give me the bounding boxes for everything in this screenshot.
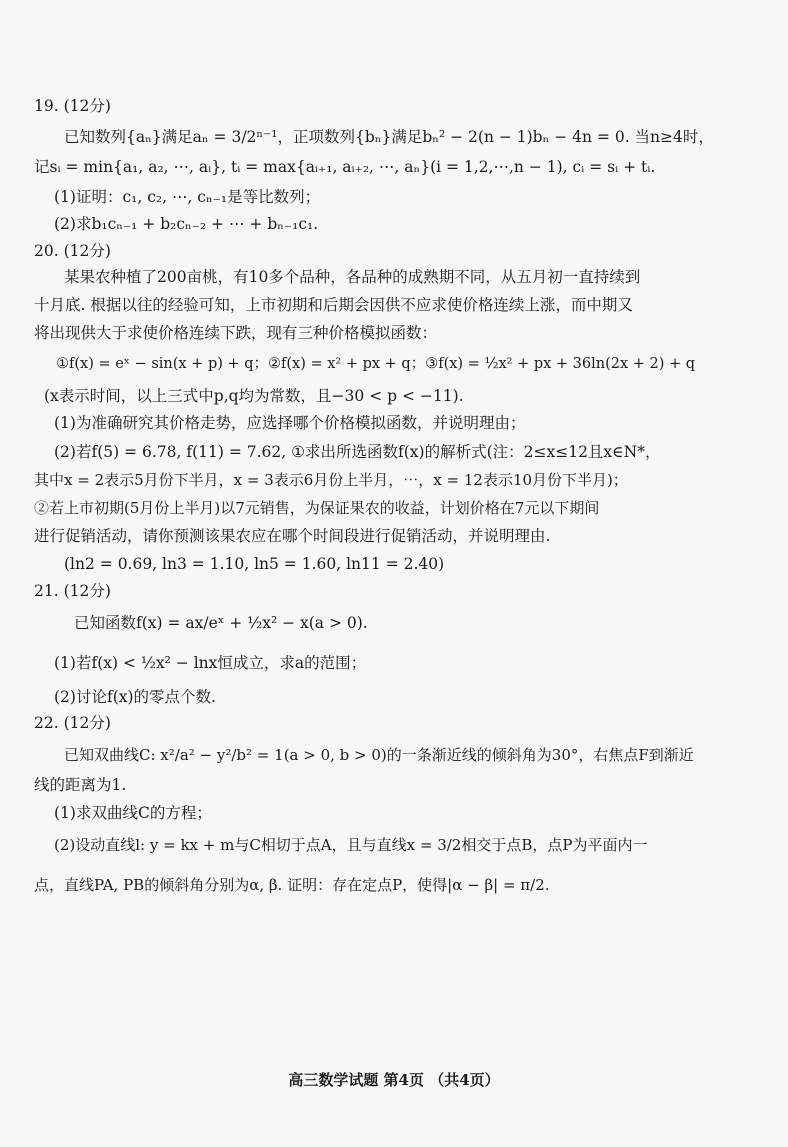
q19-part-2: (2)求b₁cₙ₋₁ + b₂cₙ₋₂ + ⋯ + bₙ₋₁c₁. (54, 215, 319, 233)
q20-line-3: 将出现供大于求使价格连续下跌，现有三种价格模拟函数： (34, 324, 438, 342)
page-footer: 高三数学试题 第4页 （共4页） (288, 1071, 500, 1089)
q20-note: (x表示时间，以上三式中p,q均为常数，且−30 < p < −11). (44, 387, 464, 405)
q20-part-2-note: 其中x = 2表示5月份下半月，x = 3表示6月份上半月，⋯，x = 12表示10月份下半月)； (34, 471, 628, 489)
q20-functions: ①f(x) = eˣ − sin(x + p) + q；②f(x) = x² + px + q；③f(x) = ½x² + px + 36ln(2x + 2) + q (56, 356, 696, 372)
q22-part-2: (2)设动直线l: y = kx + m与C相切于点A，且与直线x = 3/2相交于点B，点P为平面内一 (54, 836, 648, 854)
q22-line-1: 已知双曲线C: x²/a² − y²/b² = 1(a > 0, b > 0)的一条渐近线的倾斜角为30°，右焦点F到渐近 (64, 746, 694, 764)
q22-line-2: 线的距离为1. (34, 776, 127, 794)
q21-part-2: (2)讨论f(x)的零点个数. (54, 688, 216, 706)
q20-header: 20. (12分) (34, 242, 111, 260)
q22-header: 22. (12分) (34, 714, 111, 732)
q22-part-2-cont: 点，直线PA, PB的倾斜角分别为α, β. 证明：存在定点P，使得|α − β| = π/2. (34, 876, 550, 894)
q21-line-1: 已知函数f(x) = ax/eˣ + ½x² − x(a > 0). (74, 614, 368, 632)
q21-part-1: (1)若f(x) < ½x² − lnx恒成立，求a的范围； (54, 654, 367, 672)
q19-line-1: 已知数列{aₙ}满足aₙ = 3/2ⁿ⁻¹，正项数列{bₙ}满足bₙ² − 2(n − 1)bₙ − 4n = 0. 当n≥4时， (64, 128, 714, 146)
q19-line-2: 记sᵢ = min{a₁, a₂, ⋯, aᵢ}, tᵢ = max{aᵢ₊₁, aᵢ₊₂, ⋯, aₙ}(i = 1,2,⋯,n − 1), cᵢ = sᵢ + tᵢ. (34, 158, 656, 176)
q20-line-2: 十月底. 根据以往的经验可知，上市初期和后期会因供不应求使价格连续上涨，而中期又 (34, 296, 633, 314)
q19-part-1: (1)证明：c₁, c₂, ⋯, cₙ₋₁是等比数列； (54, 188, 321, 206)
q22-part-1: (1)求双曲线C的方程； (54, 804, 212, 822)
q20-part-2: (2)若f(5) = 6.78, f(11) = 7.62, ①求出所选函数f(x)的解析式(注：2≤x≤12且x∈N*， (54, 443, 661, 461)
q20-log-values: (ln2 = 0.69, ln3 = 1.10, ln5 = 1.60, ln11 = 2.40) (64, 555, 445, 573)
q21-header: 21. (12分) (34, 582, 111, 600)
q20-part-1: (1)为准确研究其价格走势，应选择哪个价格模拟函数，并说明理由； (54, 414, 526, 432)
q19-header: 19. (12分) (34, 97, 111, 115)
q20-line-1: 某果农种植了200亩桃，有10多个品种，各品种的成熟期不同，从五月初一直持续到 (64, 268, 641, 286)
q20-part-2-sub-cont: 进行促销活动，请你预测该果农应在哪个时间段进行促销活动，并说明理由. (34, 527, 551, 545)
q20-part-2-sub: ②若上市初期(5月份上半月)以7元销售，为保证果农的收益，计划价格在7元以下期间 (34, 499, 600, 517)
